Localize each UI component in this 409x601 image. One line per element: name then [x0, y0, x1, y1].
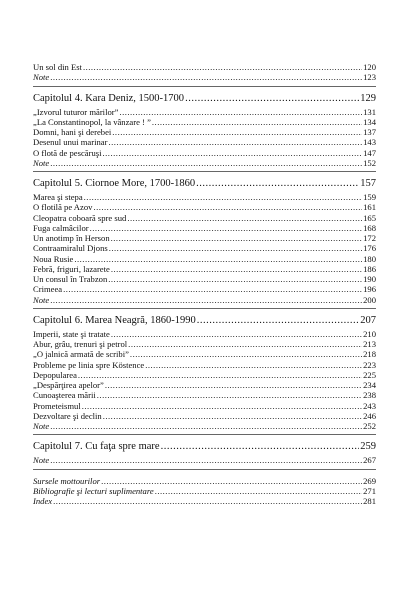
leader-dots	[50, 421, 362, 431]
section-divider	[33, 171, 376, 172]
entry-label: Note	[33, 421, 50, 431]
toc-entry	[33, 411, 376, 421]
entry-page-number: 238	[363, 390, 376, 401]
entry-label: Sursele mottourilor	[33, 475, 101, 486]
toc-entry	[33, 274, 376, 284]
toc-entry	[33, 370, 376, 380]
entry-page-number: 243	[363, 400, 376, 411]
toc-entry	[33, 380, 376, 390]
toc-entry	[33, 284, 376, 294]
leader-dots	[109, 243, 362, 253]
toc-entry	[33, 107, 376, 117]
entry-label: Depopularea	[33, 369, 77, 380]
entry-label: Febră, friguri, lazarete	[33, 263, 110, 274]
leader-dots	[185, 93, 359, 105]
chapter-title: Capitolul 4. Kara Deniz, 1500-1700	[33, 92, 185, 104]
toc-entry-notes	[33, 295, 376, 305]
entry-label: Fuga calmâcilor	[33, 222, 89, 233]
leader-dots	[161, 441, 360, 453]
entry-label: Un anotimp în Herson	[33, 233, 110, 243]
entry-page-number: 172	[363, 233, 376, 243]
toc-entry-notes	[33, 455, 376, 465]
entry-label: Un sol din Est	[33, 62, 82, 72]
toc-entry	[33, 329, 376, 339]
toc-entry	[33, 148, 376, 158]
toc-entry	[33, 127, 376, 137]
leader-dots	[50, 158, 362, 168]
chapter-page-number: 207	[360, 314, 376, 326]
entry-page-number: 176	[363, 243, 376, 254]
toc-entry	[33, 264, 376, 274]
leader-dots	[111, 233, 362, 243]
leader-dots	[130, 349, 362, 359]
leader-dots	[50, 455, 362, 465]
chapter-heading	[33, 315, 376, 327]
toc-entry-back-matter	[33, 496, 376, 506]
section-divider	[33, 86, 376, 87]
entry-page-number: 165	[363, 212, 376, 223]
entry-page-number: 252	[363, 421, 376, 431]
leader-dots	[197, 315, 360, 327]
entry-page-number: 161	[363, 202, 376, 213]
leader-dots	[119, 107, 362, 117]
entry-page-number: 246	[363, 410, 376, 421]
leader-dots	[103, 411, 362, 421]
entry-page-number: 186	[363, 263, 376, 274]
toc-entry	[33, 223, 376, 233]
leader-dots	[97, 390, 362, 400]
entry-page-number: 225	[363, 369, 376, 380]
toc-entry	[33, 137, 376, 147]
entry-page-number: 269	[363, 475, 376, 486]
entry-label: O flotilă pe Azov	[33, 202, 93, 213]
leader-dots	[108, 137, 362, 147]
entry-page-number: 271	[363, 485, 376, 496]
entry-label: Note	[33, 72, 50, 83]
leader-dots	[145, 360, 362, 370]
leader-dots	[101, 476, 362, 486]
entry-page-number: 120	[363, 62, 376, 72]
leader-dots	[93, 202, 362, 212]
leader-dots	[108, 274, 362, 284]
chapter-page-number: 157	[360, 178, 376, 189]
entry-label: Crimeea	[33, 284, 63, 295]
entry-page-number: 223	[363, 359, 376, 370]
entry-label: Cleopatra coboară spre sud	[33, 212, 127, 223]
section-divider	[33, 434, 376, 435]
entry-label: Prometeismul	[33, 400, 81, 411]
chapter-title: Capitolul 5. Ciornoe More, 1700-1860	[33, 178, 196, 189]
chapter-title: Capitolul 6. Marea Neagră, 1860-1990	[33, 314, 196, 326]
entry-page-number: 123	[363, 72, 376, 83]
entry-label: Desenul unui marinar	[33, 137, 108, 148]
section-divider	[33, 308, 376, 309]
leader-dots	[90, 223, 363, 233]
entry-page-number: 131	[363, 106, 376, 117]
entry-page-number: 210	[363, 328, 376, 339]
entry-label: Index	[33, 496, 53, 506]
toc-entry	[33, 339, 376, 349]
toc-entry	[33, 360, 376, 370]
chapter-heading	[33, 178, 376, 190]
entry-label: Marea şi stepa	[33, 192, 83, 202]
toc-entry	[33, 233, 376, 243]
leader-dots	[155, 486, 362, 496]
entry-page-number: 134	[363, 116, 376, 127]
entry-page-number: 196	[363, 284, 376, 295]
entry-label: Note	[33, 157, 50, 168]
toc-entry-notes	[33, 421, 376, 431]
chapter-heading	[33, 93, 376, 105]
entry-label: O flotă de pescăruşi	[33, 147, 102, 158]
leader-dots	[84, 192, 362, 202]
entry-label: Note	[33, 455, 50, 466]
toc-entry-back-matter	[33, 486, 376, 496]
entry-page-number: 281	[363, 496, 376, 506]
toc-entry	[33, 202, 376, 212]
entry-label: Contraamiralul Djons	[33, 243, 108, 254]
leader-dots	[50, 72, 362, 82]
leader-dots	[112, 127, 362, 137]
toc-entry	[33, 254, 376, 264]
leader-dots	[196, 178, 359, 190]
entry-label: Cunoaşterea mării	[33, 390, 96, 401]
toc-entry	[33, 62, 376, 72]
toc-entry	[33, 390, 376, 400]
entry-page-number: 152	[363, 157, 376, 168]
entry-label: Abur, grâu, trenuri şi petrol	[33, 339, 128, 349]
chapter-page-number: 259	[360, 441, 376, 453]
entry-label: Imperii, state şi tratate	[33, 328, 110, 339]
entry-label: „Despărţirea apelor”	[33, 380, 104, 390]
leader-dots	[105, 380, 362, 390]
entry-page-number: 200	[363, 294, 376, 305]
entry-page-number: 168	[363, 222, 376, 233]
toc-entry	[33, 243, 376, 253]
chapter-heading	[33, 441, 376, 453]
table-of-contents	[33, 62, 376, 506]
entry-page-number: 190	[363, 274, 376, 284]
entry-label: „O jalnică armată de scribi”	[33, 349, 129, 360]
leader-dots	[111, 329, 362, 339]
leader-dots	[152, 117, 362, 127]
entry-page-number: 267	[363, 455, 376, 466]
section-divider	[33, 469, 376, 470]
entry-page-number: 234	[363, 380, 376, 390]
chapter-page-number: 129	[360, 92, 376, 104]
leader-dots	[111, 264, 362, 274]
entry-label: Bibliografie şi lecturi suplimentare	[33, 485, 154, 496]
entry-page-number: 180	[363, 253, 376, 264]
leader-dots	[74, 254, 362, 264]
entry-page-number: 159	[363, 192, 376, 202]
entry-label: Note	[33, 294, 50, 305]
leader-dots	[50, 295, 362, 305]
chapter-title: Capitolul 7. Cu faţa spre mare	[33, 441, 160, 453]
entry-page-number: 147	[363, 147, 376, 158]
toc-entry	[33, 401, 376, 411]
leader-dots	[63, 284, 362, 294]
entry-label: „La Constantinopol, la vânzare ! ”	[33, 116, 151, 127]
entry-page-number: 137	[363, 127, 376, 137]
leader-dots	[53, 496, 362, 506]
leader-dots	[78, 370, 362, 380]
leader-dots	[127, 213, 362, 223]
leader-dots	[128, 339, 362, 349]
entry-label: Noua Rusie	[33, 253, 74, 264]
entry-label: „Izvorul tuturor mărilor”	[33, 106, 119, 117]
entry-label: Un consul în Trabzon	[33, 274, 108, 284]
entry-label: Domni, hani şi derebei	[33, 127, 112, 137]
toc-entry-notes	[33, 158, 376, 168]
toc-entry-back-matter	[33, 476, 376, 486]
toc-entry	[33, 213, 376, 223]
entry-page-number: 213	[363, 339, 376, 349]
entry-page-number: 218	[363, 349, 376, 360]
toc-entry	[33, 117, 376, 127]
leader-dots	[103, 148, 363, 158]
toc-entry-notes	[33, 72, 376, 82]
entry-page-number: 143	[363, 137, 376, 148]
leader-dots	[83, 62, 362, 72]
toc-entry	[33, 192, 376, 202]
toc-entry	[33, 349, 376, 359]
entry-label: Dezvoltare şi declin	[33, 410, 102, 421]
entry-label: Probleme pe linia spre Köstence	[33, 359, 145, 370]
leader-dots	[82, 401, 362, 411]
